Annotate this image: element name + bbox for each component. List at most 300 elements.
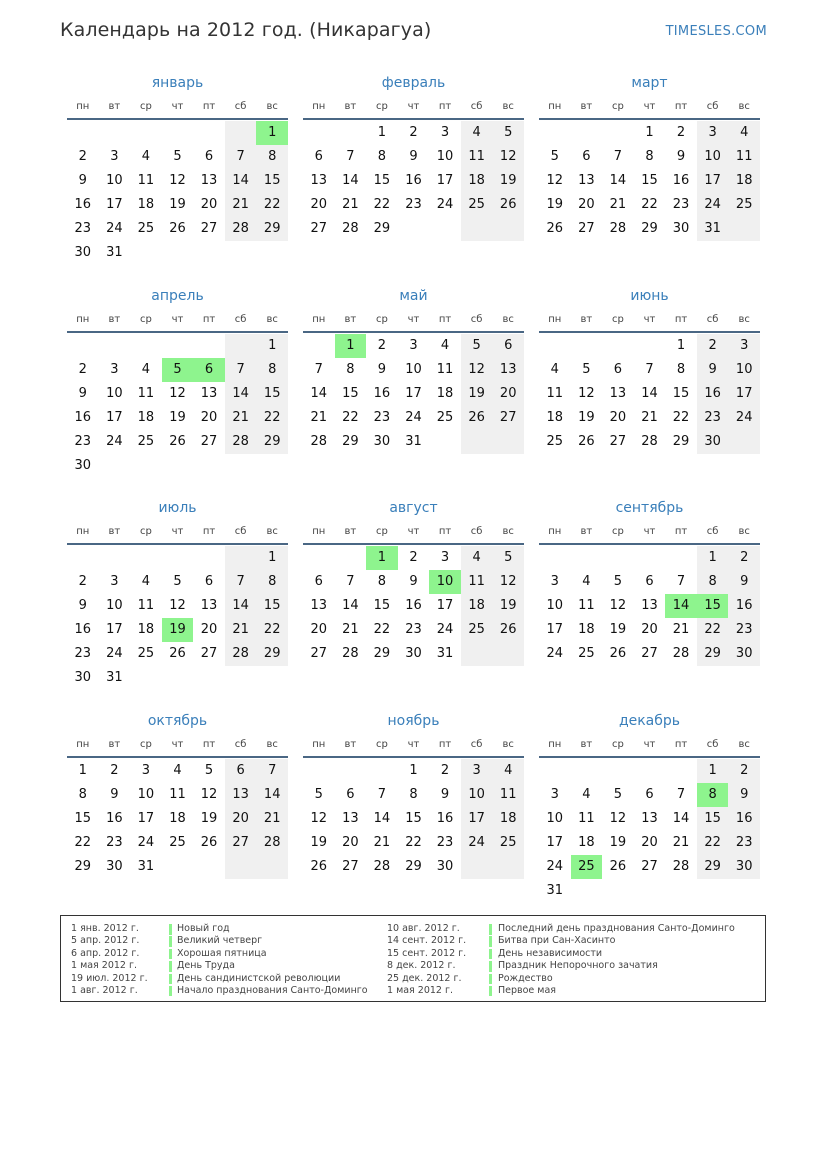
day-cell: 27 <box>641 859 658 874</box>
day-cell: 28 <box>373 859 391 874</box>
header-divider <box>67 331 288 333</box>
day-cell: 23 <box>74 221 92 236</box>
holiday-date: 8 дек. 2012 г. <box>387 960 456 972</box>
weekday-label: сб <box>706 739 719 750</box>
weekday-label: пт <box>202 739 216 750</box>
holiday-name: Битва при Сан-Хасинто <box>498 935 616 947</box>
day-cell: 17 <box>137 811 155 826</box>
weekday-label: пт <box>438 739 452 750</box>
day-cell: 27 <box>310 221 328 236</box>
day-cell: 26 <box>310 859 328 874</box>
day-cell: 11 <box>735 149 753 164</box>
holiday-marker <box>169 986 172 997</box>
day-cell: 13 <box>200 173 218 188</box>
day-cell: 24 <box>137 835 155 850</box>
day-cell: 4 <box>141 149 151 164</box>
day-cell: 13 <box>200 386 218 401</box>
day-cell: 26 <box>169 646 186 661</box>
day-cell: 2 <box>78 149 87 164</box>
day-cell: 21 <box>609 197 627 212</box>
day-cell: 10 <box>137 787 155 802</box>
weekday-label: чт <box>643 101 656 112</box>
day-cell: 11 <box>468 574 485 589</box>
day-cell: 7 <box>676 787 686 802</box>
day-cell: 2 <box>78 574 87 589</box>
weekday-label: чт <box>407 101 420 112</box>
header-divider <box>539 118 760 120</box>
day-cell: 13 <box>641 811 658 826</box>
day-cell: 28 <box>232 646 249 661</box>
month-block <box>303 712 524 904</box>
day-cell: 15 <box>263 173 281 188</box>
month-name: октябрь <box>147 713 208 729</box>
day-cell: 15 <box>641 173 658 188</box>
day-cell: 25 <box>546 434 564 449</box>
holiday-marker <box>169 974 172 985</box>
day-cell: 26 <box>169 221 186 236</box>
holiday-date: 5 апр. 2012 г. <box>71 935 140 947</box>
weekday-label: сб <box>470 526 483 537</box>
weekday-label: вт <box>108 101 121 112</box>
day-cell: 24 <box>546 646 564 661</box>
day-cell: 22 <box>263 197 281 212</box>
day-cell: 8 <box>268 574 277 589</box>
day-cell: 19 <box>468 386 485 401</box>
day-cell: 19 <box>499 173 517 188</box>
day-cell: 14 <box>263 787 281 802</box>
day-cell: 11 <box>137 598 155 613</box>
day-cell: 3 <box>440 125 450 140</box>
day-cell: 19 <box>578 410 595 425</box>
day-cell: 15 <box>405 811 422 826</box>
weekday-label: вт <box>580 739 593 750</box>
day-cell: 16 <box>106 811 123 826</box>
day-cell: 2 <box>676 125 686 140</box>
day-cell: 1 <box>645 125 654 140</box>
day-cell: 9 <box>740 574 749 589</box>
day-cell: 1 <box>708 763 717 778</box>
day-cell: 2 <box>78 362 87 377</box>
holiday-date: 19 июл. 2012 г. <box>71 972 148 984</box>
weekday-header <box>539 525 760 539</box>
day-cell: 30 <box>735 646 753 661</box>
month-name: ноябрь <box>387 713 440 729</box>
weekday-label: вс <box>266 101 278 112</box>
day-cell: 27 <box>641 646 658 661</box>
day-cell: 7 <box>613 149 623 164</box>
day-cell: 28 <box>342 221 359 236</box>
day-cell: 19 <box>609 835 627 850</box>
day-cell: 18 <box>169 811 186 826</box>
day-cell: 7 <box>377 787 387 802</box>
day-cell: 7 <box>236 574 245 589</box>
holiday-marker <box>489 949 492 960</box>
day-cell: 31 <box>405 434 422 449</box>
day-cell: 31 <box>546 883 564 898</box>
day-cell: 19 <box>499 598 517 613</box>
day-cell: 9 <box>740 787 749 802</box>
day-cell: 27 <box>200 434 218 449</box>
day-cell: 15 <box>373 173 391 188</box>
weekday-label: пн <box>312 314 326 325</box>
day-cell: 4 <box>173 763 182 778</box>
day-cell: 14 <box>641 386 658 401</box>
day-cell: 30 <box>436 859 454 874</box>
day-cell: 3 <box>708 125 717 140</box>
day-grid <box>303 121 524 266</box>
header-divider <box>539 543 760 545</box>
day-cell: 29 <box>263 434 281 449</box>
weekday-label: вс <box>738 526 750 537</box>
day-cell: 16 <box>672 173 690 188</box>
day-cell: 24 <box>106 434 123 449</box>
day-cell: 2 <box>440 763 450 778</box>
day-cell: 25 <box>578 646 595 661</box>
day-cell: 29 <box>263 646 281 661</box>
day-cell: 29 <box>704 646 721 661</box>
weekday-label: вс <box>502 526 514 537</box>
day-cell: 9 <box>110 787 119 802</box>
day-cell: 17 <box>106 197 123 212</box>
day-cell: 23 <box>405 197 422 212</box>
day-cell: 16 <box>74 197 92 212</box>
day-cell: 2 <box>409 125 418 140</box>
holiday-day-cell: 1 <box>256 121 288 145</box>
day-cell: 8 <box>409 787 418 802</box>
weekday-label: пт <box>438 101 452 112</box>
day-cell: 15 <box>672 386 690 401</box>
holiday-date: 10 авг. 2012 г. <box>387 923 460 934</box>
day-cell: 15 <box>263 598 281 613</box>
day-cell: 20 <box>499 386 517 401</box>
holiday-name: Начало празднования Санто-Доминго <box>177 984 368 996</box>
day-cell: 7 <box>346 149 355 164</box>
day-cell: 10 <box>468 787 485 802</box>
day-cell: 12 <box>169 598 186 613</box>
day-cell: 27 <box>499 410 517 425</box>
day-cell: 3 <box>740 338 749 353</box>
day-cell: 2 <box>377 338 387 353</box>
month-name: декабрь <box>618 713 681 729</box>
holiday-name: Хорошая пятница <box>177 947 267 959</box>
header-divider <box>303 543 524 545</box>
day-cell: 9 <box>676 149 686 164</box>
month-block <box>303 499 524 691</box>
legend-row <box>387 960 757 972</box>
day-cell: 3 <box>550 787 559 802</box>
weekday-label: вс <box>266 526 278 537</box>
day-cell: 2 <box>740 550 749 565</box>
day-cell: 16 <box>405 598 422 613</box>
weekday-label: пн <box>548 526 562 537</box>
day-cell: 22 <box>74 835 92 850</box>
day-cell: 5 <box>504 125 513 140</box>
day-cell: 13 <box>200 598 218 613</box>
legend-column-right <box>387 923 757 997</box>
day-cell: 23 <box>74 434 92 449</box>
holiday-date: 1 янв. 2012 г. <box>71 923 139 934</box>
day-cell: 3 <box>472 763 481 778</box>
weekday-label: чт <box>407 526 420 537</box>
weekday-label: пт <box>202 314 216 325</box>
day-cell: 18 <box>735 173 753 188</box>
weekday-label: сб <box>234 739 247 750</box>
day-cell: 1 <box>676 338 686 353</box>
day-cell: 10 <box>106 386 123 401</box>
day-cell: 1 <box>708 550 717 565</box>
day-cell: 27 <box>200 646 218 661</box>
weekday-label: вт <box>344 526 357 537</box>
weekday-label: вс <box>502 739 514 750</box>
legend-row <box>387 948 757 960</box>
header-divider <box>303 756 524 758</box>
day-cell: 29 <box>263 221 281 236</box>
weekday-label: чт <box>171 739 184 750</box>
day-cell: 14 <box>342 598 359 613</box>
day-cell: 2 <box>110 763 119 778</box>
day-cell: 10 <box>436 149 454 164</box>
holiday-day-cell: 10 <box>429 570 461 594</box>
day-cell: 4 <box>582 574 591 589</box>
day-cell: 12 <box>200 787 218 802</box>
weekday-label: вт <box>344 739 357 750</box>
day-cell: 6 <box>645 574 654 589</box>
weekday-label: вт <box>580 101 593 112</box>
day-cell: 26 <box>546 221 564 236</box>
day-cell: 16 <box>735 811 753 826</box>
day-cell: 6 <box>346 787 355 802</box>
header-divider <box>67 118 288 120</box>
day-cell: 9 <box>78 598 87 613</box>
day-cell: 24 <box>106 221 123 236</box>
weekday-label: сб <box>234 526 247 537</box>
day-cell: 8 <box>377 574 387 589</box>
day-cell: 26 <box>499 197 517 212</box>
day-cell: 31 <box>436 646 454 661</box>
day-cell: 22 <box>405 835 422 850</box>
holiday-marker <box>489 986 492 997</box>
day-cell: 24 <box>468 835 485 850</box>
holiday-day-cell: 19 <box>162 618 194 642</box>
day-cell: 18 <box>436 386 454 401</box>
day-cell: 29 <box>405 859 422 874</box>
day-cell: 19 <box>609 622 627 637</box>
day-cell: 19 <box>169 410 186 425</box>
day-cell: 5 <box>314 787 323 802</box>
day-cell: 4 <box>472 125 481 140</box>
day-cell: 12 <box>578 386 595 401</box>
day-cell: 16 <box>74 410 92 425</box>
weekday-label: ср <box>139 101 152 112</box>
day-grid <box>303 546 524 691</box>
day-cell: 9 <box>409 574 418 589</box>
month-block <box>539 712 760 904</box>
day-cell: 30 <box>74 245 92 260</box>
day-cell: 10 <box>106 173 123 188</box>
day-cell: 16 <box>74 622 92 637</box>
weekday-label: вт <box>580 314 593 325</box>
weekday-label: пн <box>76 739 90 750</box>
day-cell: 26 <box>468 410 485 425</box>
day-cell: 4 <box>440 338 450 353</box>
holiday-name: День сандинистской революции <box>177 972 341 984</box>
weekday-label: чт <box>407 314 420 325</box>
month-block <box>67 287 288 479</box>
day-cell: 21 <box>263 811 281 826</box>
holiday-date: 1 мая 2012 г. <box>387 984 453 996</box>
holiday-name: Рождество <box>498 972 553 984</box>
weekday-header <box>67 100 288 114</box>
holiday-marker <box>169 924 172 935</box>
day-cell: 3 <box>110 149 119 164</box>
weekday-label: ср <box>139 526 152 537</box>
day-cell: 13 <box>641 598 658 613</box>
legend-row <box>387 935 757 947</box>
day-cell: 11 <box>137 173 155 188</box>
day-cell: 25 <box>735 197 753 212</box>
day-cell: 21 <box>672 835 690 850</box>
day-cell: 12 <box>169 173 186 188</box>
weekday-header <box>303 313 524 327</box>
day-cell: 30 <box>373 434 391 449</box>
day-cell: 17 <box>735 386 753 401</box>
day-cell: 10 <box>546 598 564 613</box>
day-cell: 13 <box>310 598 328 613</box>
day-cell: 3 <box>550 574 559 589</box>
day-cell: 4 <box>740 125 749 140</box>
day-cell: 13 <box>578 173 595 188</box>
weekday-label: сб <box>470 739 483 750</box>
holiday-day-cell: 8 <box>697 783 729 807</box>
day-cell: 17 <box>436 598 454 613</box>
weekday-label: ср <box>611 526 624 537</box>
day-cell: 25 <box>169 835 186 850</box>
day-cell: 23 <box>735 835 753 850</box>
day-cell: 19 <box>310 835 328 850</box>
holiday-day-cell: 14 <box>665 594 697 618</box>
weekday-label: вс <box>266 314 278 325</box>
day-cell: 16 <box>704 386 721 401</box>
day-cell: 20 <box>609 410 627 425</box>
day-cell: 3 <box>110 362 119 377</box>
day-cell: 25 <box>137 646 155 661</box>
weekday-header <box>67 738 288 752</box>
day-cell: 17 <box>546 835 564 850</box>
day-cell: 5 <box>173 574 182 589</box>
weekday-label: ср <box>611 314 624 325</box>
day-cell: 9 <box>78 386 87 401</box>
day-cell: 20 <box>232 811 249 826</box>
day-cell: 29 <box>641 221 658 236</box>
header-divider <box>303 118 524 120</box>
day-cell: 4 <box>141 362 151 377</box>
month-block <box>67 74 288 266</box>
day-grid <box>67 759 288 904</box>
day-cell: 14 <box>310 386 328 401</box>
holiday-date: 1 мая 2012 г. <box>71 960 137 972</box>
day-cell: 30 <box>704 434 721 449</box>
holiday-marker <box>169 949 172 960</box>
day-cell: 1 <box>268 338 277 353</box>
day-cell: 17 <box>546 622 564 637</box>
weekday-label: чт <box>171 101 184 112</box>
weekday-label: пт <box>674 739 688 750</box>
weekday-label: ср <box>139 739 152 750</box>
day-cell: 25 <box>468 197 485 212</box>
month-name: январь <box>151 75 204 91</box>
day-cell: 19 <box>546 197 564 212</box>
day-cell: 8 <box>377 149 387 164</box>
weekday-label: ср <box>375 526 388 537</box>
day-cell: 11 <box>499 787 517 802</box>
day-cell: 14 <box>232 598 249 613</box>
day-cell: 6 <box>314 149 323 164</box>
weekday-label: вс <box>738 739 750 750</box>
day-cell: 8 <box>268 362 277 377</box>
day-cell: 18 <box>578 622 595 637</box>
day-cell: 11 <box>169 787 186 802</box>
day-cell: 21 <box>342 197 359 212</box>
holiday-date: 6 апр. 2012 г. <box>71 947 140 959</box>
day-cell: 28 <box>672 859 690 874</box>
weekday-label: пт <box>202 101 216 112</box>
day-cell: 18 <box>546 410 564 425</box>
day-cell: 18 <box>137 410 155 425</box>
day-cell: 27 <box>200 221 218 236</box>
day-cell: 20 <box>310 197 328 212</box>
day-cell: 28 <box>342 646 359 661</box>
day-cell: 31 <box>106 245 123 260</box>
weekday-label: пт <box>438 526 452 537</box>
day-cell: 16 <box>436 811 454 826</box>
weekday-header <box>303 738 524 752</box>
day-cell: 24 <box>436 197 454 212</box>
day-cell: 22 <box>704 835 721 850</box>
month-name: сентябрь <box>615 500 684 516</box>
day-cell: 17 <box>106 410 123 425</box>
brand-logo[interactable]: TIMESLES.COM <box>665 24 767 39</box>
day-cell: 5 <box>472 338 481 353</box>
day-cell: 7 <box>346 574 355 589</box>
header-divider <box>67 543 288 545</box>
day-cell: 17 <box>405 386 422 401</box>
day-cell: 23 <box>405 622 422 637</box>
weekday-label: вс <box>266 739 278 750</box>
day-cell: 11 <box>546 386 564 401</box>
day-cell: 7 <box>314 362 323 377</box>
holiday-day-cell: 1 <box>366 546 398 570</box>
day-cell: 4 <box>550 362 559 377</box>
day-cell: 10 <box>704 149 721 164</box>
day-cell: 6 <box>314 574 323 589</box>
day-cell: 12 <box>609 811 627 826</box>
day-cell: 27 <box>310 646 328 661</box>
day-cell: 8 <box>708 574 717 589</box>
day-cell: 23 <box>106 835 123 850</box>
day-cell: 13 <box>609 386 627 401</box>
holiday-date: 25 дек. 2012 г. <box>387 972 462 984</box>
day-cell: 14 <box>232 386 249 401</box>
day-cell: 8 <box>78 787 87 802</box>
holiday-date: 14 сент. 2012 г. <box>387 935 467 947</box>
day-cell: 1 <box>268 550 277 565</box>
weekday-label: чт <box>643 314 656 325</box>
weekday-label: чт <box>643 739 656 750</box>
holiday-day-cell: 5 <box>162 358 194 382</box>
day-cell: 21 <box>373 835 391 850</box>
weekday-label: вс <box>738 101 750 112</box>
day-cell: 29 <box>373 221 391 236</box>
